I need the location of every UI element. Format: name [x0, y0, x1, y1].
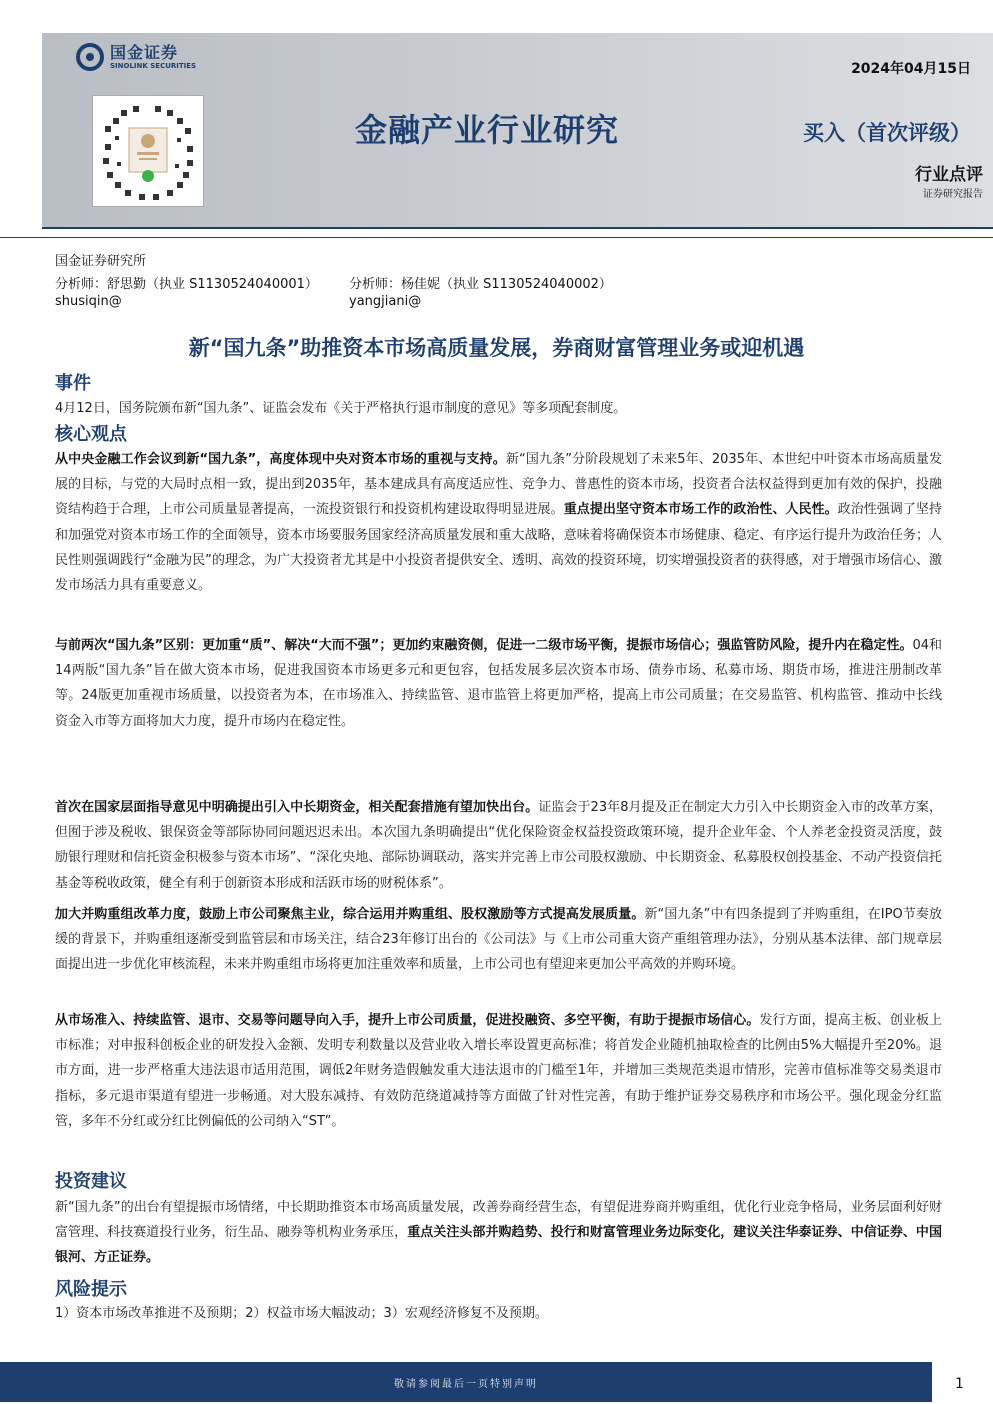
section-heading-core-view: 核心观点: [55, 424, 127, 445]
rating-badge: 买入（首次评级）: [803, 121, 971, 145]
brand-logo-icon: [76, 43, 104, 71]
brand-logo: [76, 43, 196, 71]
core-paragraph-1-lead: 从中央金融工作会议到新“国九条”，高度体现中央对资本市场的重视与支持。: [55, 452, 506, 467]
investment-highlight: 重点关注头部并购趋势、投行和财富管理业务边际变化，建议关注华泰证券、中信证券、中国银河、方正证券。: [55, 1225, 942, 1266]
core-paragraph-3-body: 证监会于23年8月提及正在制定大力引入中长期资金入市的改革方案，但囿于涉及税收、银保资金等部际协同问题迟迟未出。本次国九条明确提出“优化保险资金权益投资政策环境，提升企业年金、个人养老金投资灵活度，鼓励银行理财和信托资金积极参与资本市场”、“深化央地、部际协调联动，落实并完善上市公司股权激励、中长期资金、私募股权创投基金、不动产投资信托基金等税收政策，健全有利于创新资本形成和活跃市场的财税体系”。: [55, 800, 942, 891]
section-heading-event: 事件: [55, 373, 91, 394]
core-paragraph-2-lead: 与前两次“国九条”区别：更加重“质”、解决“大而不强”；更加约束融资侧，促进一二级市场平衡，提振市场信心；强监管防风险，提升内在稳定性。: [55, 638, 913, 653]
report-header: [42, 33, 993, 229]
report-type: 行业点评: [915, 165, 983, 185]
core-paragraph-2: [55, 633, 942, 734]
core-paragraph-1-highlight: 重点提出坚守资本市场工作的政治性、人民性。: [563, 502, 838, 518]
institute-name: 国金证券研究所: [55, 254, 147, 269]
risk-paragraph: 1）资本市场改革推进不及预期；2）权益市场大幅波动；3）宏观经济修复不及预期。: [55, 1306, 548, 1321]
core-paragraph-3-lead: 首次在国家层面指导意见中明确提出引入中长期资金，相关配套措施有望加快出台。: [55, 800, 539, 815]
industry-title: 金融产业行业研究: [355, 111, 620, 149]
qr-code-icon: [92, 95, 204, 207]
section-heading-investment: 投资建议: [55, 1171, 127, 1192]
document-title: 新“国九条”助推资本市场高质量发展，券商财富管理业务或迎机遇: [188, 336, 805, 360]
event-paragraph: 4月12日，国务院颁布新“国九条”、证监会发布《关于严格执行退市制度的意见》等多项配套制度。: [55, 401, 627, 416]
core-paragraph-5-body: 发行方面，提高主板、创业板上市标准；对申报科创板企业的研发投入金额、发明专利数量以及营业收入增长率设置更高标准；将首发企业随机抽取检查的比例由5%大幅提升至20%。退市方面，进一步严格重大违法退市适用范围，调低2年财务造假触发重大违法退市的门槛至1年，并增加三类规范类退市情形，完善市值标准等交易类退市指标，多元退市渠道有望进一步畅通。对大股东减持、有效防范绕道减持等方面做了针对性完善，有助于维护证券交易秩序和市场公平。强化现金分红监管，多年不分红或分红比例偏低的公司纳入“ST”。: [55, 1013, 942, 1129]
core-paragraph-1-body: 新“国九条”分阶段规划了未来5年、2035年、本世纪中叶资本市场高质量发展的目标，与党的大局时点相一致，提出到2035年，基本建成具有高度适应性、竞争力、普惠性的资本市场，投资者合法权益得到更加有效的保护，投融资结构趋于合理，上市公司质量显著提高，一流投资银行和投资机构建设取得明显进展。: [55, 452, 943, 518]
core-paragraph-1-body-2: 政治性强调了坚持和加强党对资本市场工作的全面领导，资本市场要服务国家经济高质量发展和重大战略，意味着将确保资本市场健康、稳定、有序运行提升为政治任务；人民性则强调践行“金融为民”的理念，为广大投资者尤其是中小投资者提供安全、透明、高效的投资环境，切实增强投资者的获得感，对于增强市场信心、激发市场活力具有重要意义。: [55, 502, 942, 594]
investment-body: 新“国九条”的出台有望提振市场情绪，中长期助推资本市场高质量发展，改善券商经营生态，有望促进券商并购重组，优化行业竞争格局，业务层面利好财富管理、科技赛道投行业务，衍生品、融券等机构业务承压，: [55, 1200, 942, 1241]
header-divider: [0, 237, 993, 238]
core-paragraph-5-lead: 从市场准入、持续监管、退市、交易等问题导向入手，提升上市公司质量，促进投融资、多空平衡，有助于提振市场信心。: [55, 1013, 760, 1028]
report-date: 2024年04月15日: [851, 61, 971, 77]
core-paragraph-4: [55, 902, 942, 978]
analyst-2-email[interactable]: yangjiani@: [349, 294, 422, 309]
core-paragraph-1: [55, 447, 942, 598]
core-paragraph-4-body: 新“国九条”中有四条提到了并购重组，在IPO节奏放缓的背景下，并购重组逐渐受到监管层和市场关注，结合23年修订出台的《公司法》与《上市公司重大资产重组管理办法》，分别从基本法律、部门规章层面提出进一步优化审核流程，未来并购重组市场将更加注重效率和质量，上市公司也有望迎来更加公平高效的并购环境。: [55, 907, 942, 973]
core-paragraph-2-body: 04和14两版“国九条”旨在做大资本市场，促进我国资本市场更多元和更包容，包括发展多层次资本市场、债券市场、私募市场、期货市场，推进注册制改革等。24版更加重视市场质量，以投资者为本，在市场准入、持续监管、退市监管上将更加严格，提高上市公司质量；在交易监管、机构监管、推动中长线资金入市等方面将加大力度，提升市场内在稳定性。: [55, 638, 942, 729]
investment-paragraph: [55, 1195, 942, 1271]
analyst-1: 分析师：舒思勤（执业 S1130524040001）: [55, 277, 318, 292]
page-number: 1: [955, 1376, 964, 1392]
section-heading-risk: 风险提示: [55, 1279, 127, 1300]
report-category: 证券研究报告: [923, 189, 983, 200]
core-paragraph-3: [55, 795, 942, 896]
analyst-2: 分析师：杨佳妮（执业 S1130524040002）: [349, 277, 612, 292]
core-paragraph-4-lead: 加大并购重组改革力度，鼓励上市公司聚焦主业，综合运用并购重组、股权激励等方式提高发展质量。: [55, 907, 645, 922]
analyst-1-email[interactable]: shusiqin@: [55, 294, 122, 309]
brand-name-en: SINOLINK SECURITIES: [110, 61, 197, 70]
footer-notice: 敬请参阅最后一页特别声明: [394, 1379, 538, 1390]
brand-name-cn: 国金证券: [110, 42, 179, 62]
core-paragraph-5: [55, 1008, 942, 1134]
